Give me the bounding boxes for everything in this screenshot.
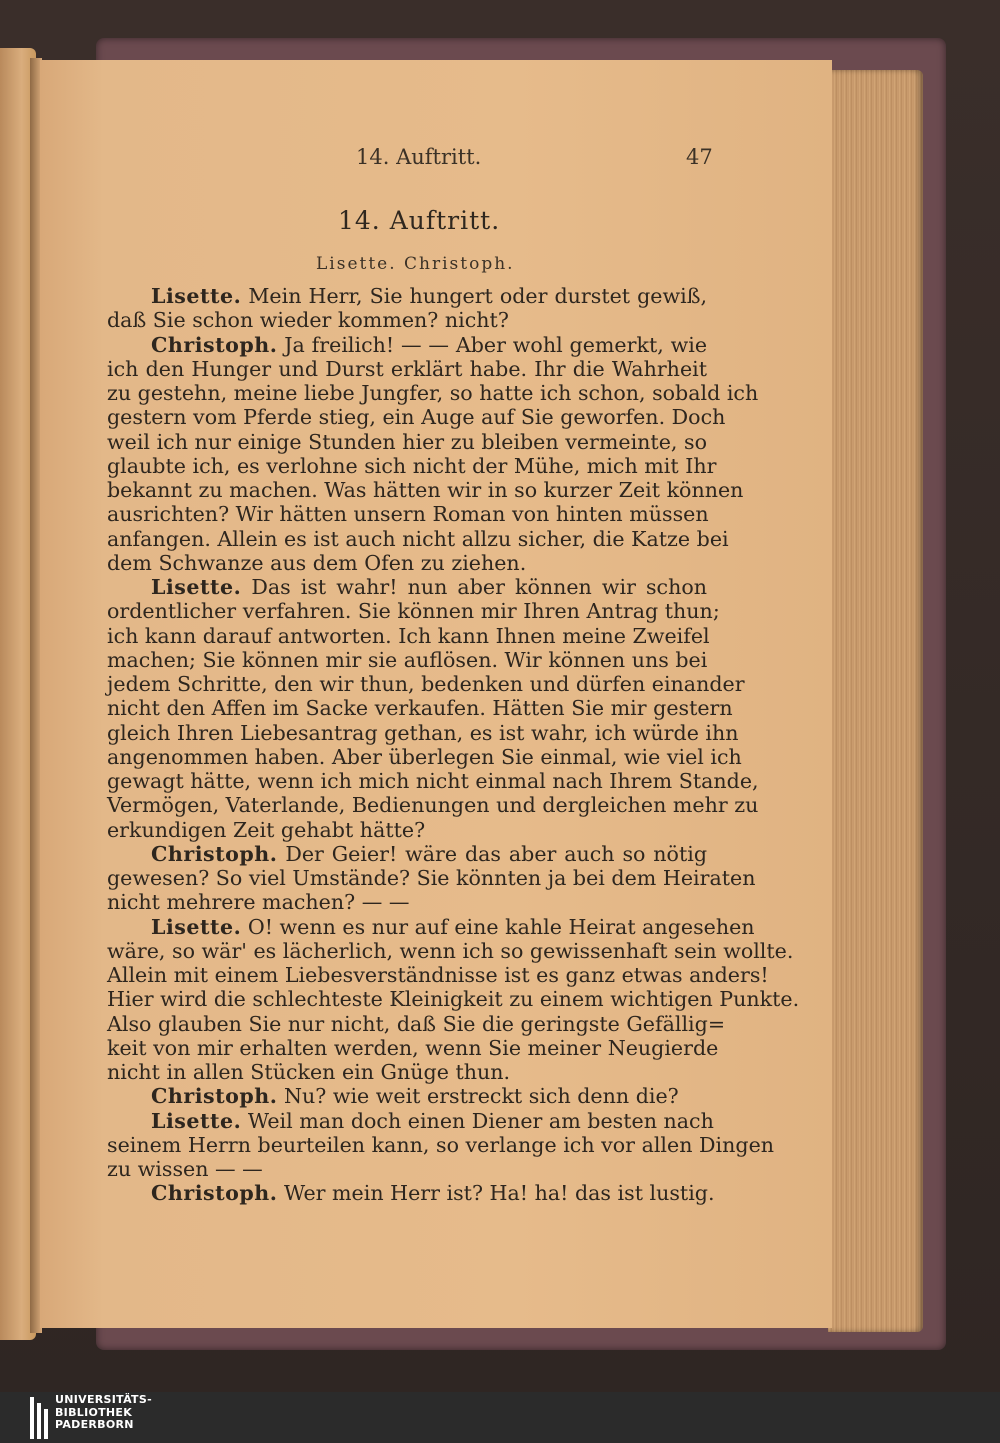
text-line	[107, 720, 739, 745]
text-line	[107, 914, 755, 939]
text-line	[107, 381, 759, 405]
line-text: Nu? wie weit erstreckt sich denn die?	[283, 1084, 679, 1109]
line-text: ich kann darauf antworten. Ich kann Ihnen meine Zweifel	[107, 623, 710, 648]
line-text: gleich Ihren Liebesantrag gethan, es ist wahr, ich würde ihn	[107, 720, 739, 745]
text-line	[107, 769, 759, 793]
line-text: machen; Sie können mir sie auflösen. Wir können uns bei	[107, 647, 708, 672]
line-text: ausrichten? Wir hätten unsern Roman von hinten müssen	[107, 502, 709, 527]
text-line	[107, 648, 707, 672]
text-line	[107, 1035, 719, 1060]
page-number: 47	[686, 145, 713, 169]
line-text: ordentlicher verfahren. Sie können mir Ihren Antrag thun;	[107, 599, 720, 624]
text-line	[107, 1132, 775, 1157]
library-name	[55, 1394, 152, 1432]
text-line	[107, 1011, 726, 1036]
line-text: weil ich nur einige Stunden hier zu bleiben vermeinte, so	[107, 429, 707, 454]
line-text: Der Geier! wäre das aber auch so nötig	[285, 841, 708, 866]
library-name-line: PADERBORN	[55, 1418, 134, 1431]
speaker-name: Lisette.	[151, 575, 242, 599]
speaker-name: Lisette.	[151, 914, 242, 939]
line-text: Ja freilich! — — Aber wohl gemerkt, wie	[284, 332, 708, 357]
running-head: 14. Auftritt.	[356, 145, 482, 169]
text-line	[107, 1108, 714, 1133]
scene-title: 14. Auftritt.	[338, 206, 501, 235]
text-line	[107, 963, 769, 987]
cast-list: Lisette. Christoph.	[316, 254, 515, 274]
line-text: gewesen? So viel Umstände? Sie könnten ja bei dem Heiraten	[107, 866, 756, 890]
speaker-name: Lisette.	[151, 284, 242, 308]
text-line	[107, 866, 756, 890]
text-line	[107, 430, 707, 454]
speaker-name: Christoph.	[151, 332, 278, 357]
text-line	[107, 333, 707, 357]
library-name-line: BIBLIOTHEK	[55, 1405, 133, 1419]
line-text: daß Sie schon wieder kommen? nicht?	[107, 308, 509, 333]
text-line	[107, 987, 800, 1012]
text-line	[107, 478, 744, 502]
text-line	[107, 793, 759, 818]
line-text: nicht den Affen im Sacke verkaufen. Hätten Sie mir gestern	[107, 696, 733, 721]
line-text: dem Schwanze aus dem Ofen zu ziehen.	[107, 550, 527, 575]
text-line	[107, 672, 745, 696]
text-line	[107, 938, 794, 963]
text-line	[107, 623, 710, 648]
text-line	[107, 1060, 707, 1084]
line-text: O! wenn es nur auf eine kahle Heirat angesehen	[247, 914, 755, 939]
speaker-name: Christoph.	[151, 1181, 278, 1206]
text-line	[107, 453, 717, 478]
line-text: Das ist wahr! nun aber können wir schon	[251, 575, 708, 599]
library-logo-icon	[30, 1397, 48, 1439]
line-text: bekannt zu machen. Was hätten wir in so kurzer Zeit können	[107, 478, 744, 502]
line-text: ich den Hunger und Durst erklärt habe. Ihr die Wahrheit	[107, 356, 707, 381]
line-text: jedem Schritte, den wir thun, bedenken und dürfen einander	[107, 672, 745, 696]
text-line	[107, 599, 720, 624]
text-line	[107, 696, 733, 721]
line-text: wäre, so wär' es lächerlich, wenn ich so gewissenhaft sein wollte.	[107, 938, 794, 963]
line-text: nicht mehrere machen? — —	[107, 890, 410, 915]
text-line	[107, 890, 707, 914]
page-edges	[828, 70, 923, 1332]
text-line	[107, 818, 707, 842]
text-line	[107, 1181, 715, 1206]
text-line	[107, 405, 726, 430]
line-text: Weil man doch einen Diener am besten nach	[247, 1108, 714, 1133]
text-line	[107, 357, 707, 381]
line-text: Hier wird die schlechteste Kleinigkeit zu einem wichtigen Punkte.	[107, 987, 800, 1012]
text-line	[107, 842, 707, 866]
speaker-name: Lisette.	[151, 1108, 242, 1133]
text-line	[107, 744, 742, 769]
library-name-line: UNIVERSITÄTS-	[55, 1393, 152, 1406]
text-line	[107, 1084, 707, 1108]
speaker-name: Christoph.	[151, 1084, 278, 1109]
line-text: glaubte ich, es verlohne sich nicht der Mühe, mich mit Ihr	[107, 453, 717, 478]
text-line	[107, 551, 707, 575]
speaker-name: Christoph.	[151, 841, 278, 866]
line-text: zu wissen — —	[107, 1157, 263, 1181]
line-text: nicht in allen Stücken ein Gnüge thun.	[107, 1060, 511, 1084]
line-text: angenommen haben. Aber überlegen Sie einmal, wie viel ich	[107, 744, 742, 769]
text-line	[107, 284, 707, 308]
text-line	[107, 502, 707, 526]
line-text: Vermögen, Vaterlande, Bedienungen und dergleichen mehr zu	[107, 793, 759, 818]
line-text: Allein mit einem Liebesverständnisse ist es ganz etwas anders!	[107, 963, 769, 987]
line-text: seinem Herrn beurteilen kann, so verlange ich vor allen Dingen	[107, 1132, 775, 1157]
dialogue-text	[107, 284, 800, 1206]
text-line	[107, 575, 707, 599]
line-text: gewagt hätte, wenn ich mich nicht einmal nach Ihrem Stande,	[107, 769, 759, 793]
line-text: anfangen. Allein es ist auch nicht allzu sicher, die Katze bei	[107, 526, 729, 551]
text-line	[107, 308, 707, 332]
line-text: keit von mir erhalten werden, wenn Sie meiner Neugierde	[107, 1035, 719, 1060]
line-text: gestern vom Pferde stieg, ein Auge auf Sie geworfen. Doch	[107, 405, 726, 430]
line-text: erkundigen Zeit gehabt hätte?	[107, 817, 426, 842]
text-line	[107, 1157, 707, 1181]
line-text: Mein Herr, Sie hungert oder durstet gewiß,	[248, 284, 707, 308]
line-text: Wer mein Herr ist? Ha! ha! das ist lustig.	[283, 1181, 715, 1206]
line-text: Also glauben Sie nur nicht, daß Sie die geringste Gefällig=	[107, 1011, 726, 1036]
text-line	[107, 526, 729, 551]
line-text: zu gestehn, meine liebe Jungfer, so hatte ich schon, sobald ich	[107, 381, 759, 405]
